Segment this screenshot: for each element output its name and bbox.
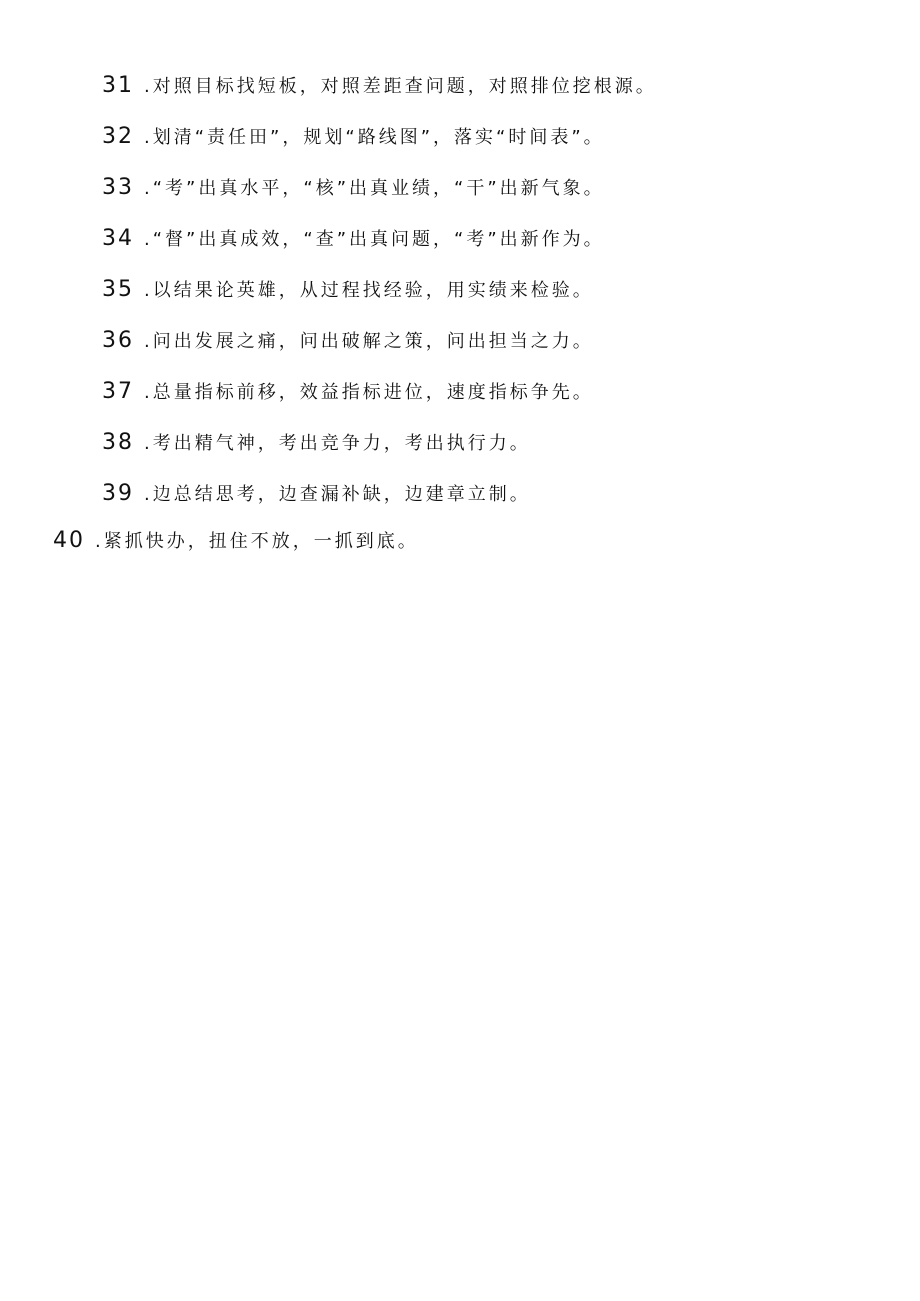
list-item xyxy=(102,123,605,157)
item-text: .对照目标找短板，对照差距查问题，对照排位挖根源。 xyxy=(144,76,657,97)
list-item xyxy=(102,174,605,208)
list-item xyxy=(102,225,605,259)
item-text: .总量指标前移，效益指标进位，速度指标争先。 xyxy=(144,382,594,403)
item-text: .“督”出真成效，“查”出真问题，“考”出新作为。 xyxy=(144,229,605,250)
item-text: .紧抓快办，扭住不放，一抓到底。 xyxy=(95,531,419,552)
list-item xyxy=(102,276,594,310)
item-number: 32 xyxy=(102,124,134,149)
item-number: 37 xyxy=(102,379,134,404)
item-number: 36 xyxy=(102,328,134,353)
item-number: 39 xyxy=(102,481,134,506)
list-item xyxy=(102,480,531,514)
item-text: .以结果论英雄，从过程找经验，用实绩来检验。 xyxy=(144,280,594,301)
item-number: 38 xyxy=(102,430,134,455)
item-text: .边总结思考，边查漏补缺，边建章立制。 xyxy=(144,484,531,505)
item-number: 40 xyxy=(53,528,85,553)
item-text: .问出发展之痛，问出破解之策，问出担当之力。 xyxy=(144,331,594,352)
item-text: .划清“责任田”，规划“路线图”，落实“时间表”。 xyxy=(144,127,605,148)
item-number: 31 xyxy=(102,73,134,98)
item-text: .考出精气神，考出竞争力，考出执行力。 xyxy=(144,433,531,454)
list-item xyxy=(102,72,657,106)
item-text: .“考”出真水平，“核”出真业绩，“干”出新气象。 xyxy=(144,178,605,199)
list-item xyxy=(102,327,594,361)
item-number: 34 xyxy=(102,226,134,251)
list-item xyxy=(102,378,594,412)
item-number: 33 xyxy=(102,175,134,200)
item-number: 35 xyxy=(102,277,134,302)
list-item xyxy=(53,527,419,561)
list-item xyxy=(102,429,531,463)
